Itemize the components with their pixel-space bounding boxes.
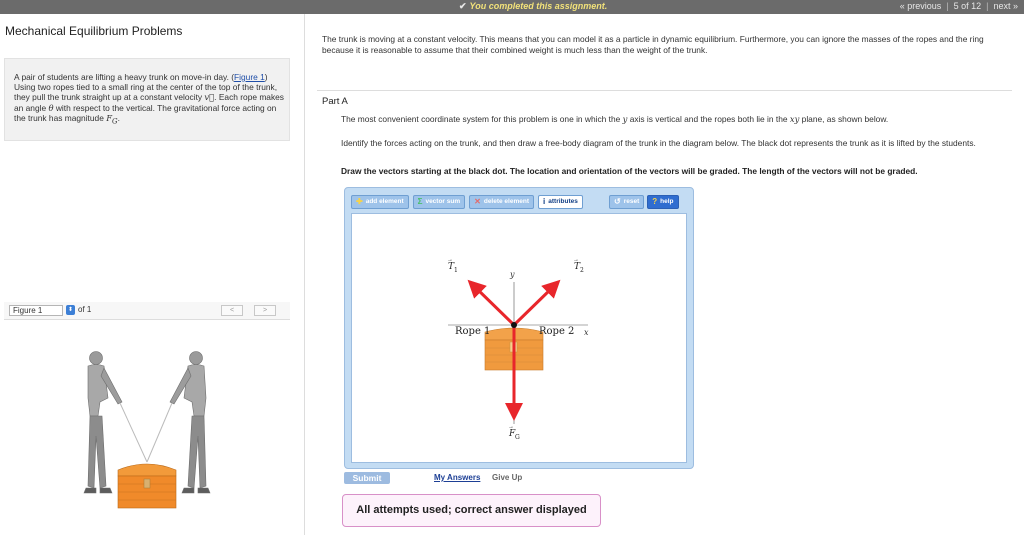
info-icon: i [543, 197, 546, 206]
t2-letter: T [574, 262, 581, 272]
problem-text-part: . Each rope makes an angle [14, 92, 284, 113]
part-a-text: The most convenient coordinate system for this problem is one in which the [341, 114, 623, 124]
force-symbol: F [106, 112, 112, 123]
left-panel [0, 14, 305, 535]
figure-illustration [70, 336, 230, 511]
main-panel [305, 14, 1024, 535]
figure-prev-button[interactable]: < [221, 305, 243, 316]
help-button[interactable] [647, 195, 678, 209]
trunk-figure [118, 464, 176, 508]
x-axis-label: x [584, 328, 589, 337]
t2-label [573, 257, 584, 274]
t1-letter: T [448, 262, 455, 272]
delete-element-button[interactable] [469, 195, 534, 209]
problem-statement [14, 72, 284, 127]
y-axis-label: y [510, 270, 515, 279]
problem-statement-box [4, 58, 290, 141]
fg-subscript: G [515, 434, 520, 441]
rope-left [120, 403, 147, 462]
add-element-button[interactable] [351, 195, 409, 209]
submit-button[interactable]: Submit [344, 472, 390, 484]
part-a-text: plane, as shown below. [799, 114, 889, 124]
figure-next-button[interactable]: > [254, 305, 276, 316]
pager-separator: | [946, 1, 949, 11]
delete-x-icon: ✕ [474, 197, 481, 206]
fg-letter: F [509, 429, 516, 439]
attributes-label: attributes [548, 198, 578, 205]
y-symbol: y [622, 114, 628, 124]
t2-subscript: 2 [580, 267, 584, 274]
previous-link[interactable]: « previous [899, 1, 942, 11]
figure-link[interactable]: Figure 1 [234, 72, 265, 82]
left-student-figure [84, 352, 122, 494]
theta-symbol: θ [48, 102, 54, 113]
attempts-status-message: All attempts used; correct answer displayed [342, 494, 601, 527]
help-label: help [660, 198, 674, 205]
completed-message [459, 1, 607, 12]
free-body-diagram[interactable] [352, 214, 688, 464]
figure-select[interactable]: Figure 1 [9, 305, 63, 316]
vector-arrow-icon: → [573, 257, 579, 263]
figure-count: of 1 [78, 305, 92, 314]
drawing-tool [344, 187, 694, 469]
vector-t2[interactable] [514, 286, 554, 325]
part-label: Part A [322, 96, 348, 107]
part-a-description [341, 114, 1011, 125]
problem-text-part: with respect to the vertical. The gravitational force acting on the trunk has magnitude [14, 102, 277, 123]
problem-text-part: . [117, 112, 120, 123]
t1-label [447, 257, 458, 274]
rope-2-label: Rope 2 [539, 326, 575, 337]
problem-text-part: A pair of students are lifting a heavy trunk on move-in day. ( [14, 72, 235, 82]
next-link[interactable]: next » [993, 1, 1018, 11]
identify-instruction: Identify the forces acting on the trunk, and then draw a free-body diagram of the trunk in the diagram below. The black dot represents the trunk as it is lifted by the students. [341, 138, 976, 148]
position-label: 5 of 12 [953, 1, 982, 11]
vector-arrow-icon: → [508, 424, 514, 430]
give-up-link[interactable]: Give Up [492, 473, 523, 482]
checkmark-icon: ✔ [459, 1, 467, 11]
question-icon: ? [652, 197, 658, 206]
delete-element-label: delete element [483, 198, 530, 205]
figure-nav-bar [4, 302, 290, 320]
spinner-arrows-icon[interactable]: ⬍ [67, 307, 74, 313]
rope-1-label: Rope 1 [455, 326, 491, 337]
add-element-label: add element [365, 198, 404, 205]
t1-subscript: 1 [454, 267, 458, 274]
assignment-title: Mechanical Equilibrium Problems [5, 24, 183, 38]
vector-sum-label: vector sum [425, 198, 461, 205]
plus-icon: ✚ [356, 197, 363, 206]
assignment-pager [900, 1, 1018, 11]
vector-t1[interactable] [474, 286, 514, 325]
force-subscript: G [112, 117, 118, 126]
drawing-toolbar-right [609, 195, 679, 209]
pager-separator: | [986, 1, 989, 11]
origin-dot [511, 322, 517, 328]
vector-arrow-icon: → [447, 257, 453, 263]
top-status-bar [0, 0, 1024, 14]
attributes-button[interactable] [538, 195, 583, 209]
sigma-icon: Σ [417, 197, 423, 206]
rope-right [147, 403, 172, 462]
reset-label: reset [623, 198, 640, 205]
velocity-symbol: v⃗ [204, 92, 215, 103]
vector-sum-button[interactable] [413, 195, 466, 209]
fg-label [508, 424, 520, 441]
draw-instruction: Draw the vectors starting at the black dot. The location and orientation of the vectors will be graded. The length of the vectors will not be graded. [341, 166, 918, 176]
intro-paragraph: The trunk is moving at a constant velocity. This means that you can model it as a particle in dynamic equilibrium. Furthermore, you can ignore the masses of the ropes and the ring because it is reasonable to assume that their combined weight is much less than the weight of the trunk. [322, 34, 984, 55]
reset-button[interactable] [609, 195, 644, 209]
drawing-toolbar [351, 195, 583, 209]
part-a-text: axis is vertical and the ropes both lie in the [627, 114, 790, 124]
completed-label: You completed this assignment. [469, 1, 608, 11]
reset-arrow-icon: ↺ [614, 197, 621, 206]
my-answers-link[interactable]: My Answers [434, 473, 481, 482]
problem-text-part: ) Using two ropes tied to a small ring at the center of the top of the trunk, they pull the trunk straight up at a constant velocity [14, 72, 278, 103]
drawing-canvas[interactable] [351, 213, 687, 463]
xy-symbol: xy [789, 114, 800, 124]
section-divider [317, 90, 1012, 91]
